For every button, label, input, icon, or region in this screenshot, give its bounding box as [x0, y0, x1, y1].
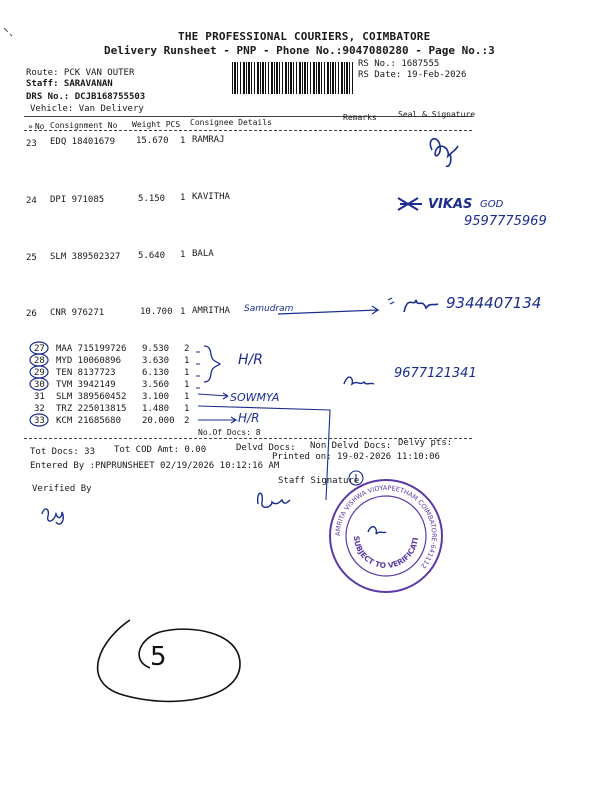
tot-cod-amt: Tot COD Amt: 0.00 — [114, 445, 207, 455]
consignment-number: KCM 21685680 — [56, 416, 122, 426]
pcs-value: 1 — [184, 404, 190, 414]
col-no: » No — [28, 122, 45, 131]
staff-signature — [258, 493, 290, 507]
row-number: 32 — [34, 404, 45, 414]
circle-row-28 — [30, 354, 48, 366]
consignee-name: KAVITHA — [192, 192, 230, 202]
weight-value: 9.530 — [142, 344, 170, 354]
circle-row-29 — [30, 366, 48, 378]
brace-mark — [204, 346, 220, 382]
col-remarks: Remarks — [343, 113, 377, 122]
consignment-number: TVM 3942149 — [56, 380, 116, 390]
consignment-number: SLM 389560452 — [56, 392, 127, 402]
weight-value: 6.130 — [142, 368, 170, 378]
row-number: 25 — [26, 253, 37, 263]
tick-mark — [388, 298, 394, 304]
arrow-sowmya — [198, 393, 228, 399]
handwritten-hr-1: H/R — [238, 352, 263, 368]
col-consignee: Consignee Details — [190, 118, 272, 127]
consignee-name: BALA — [192, 249, 214, 259]
no-of-docs: No.Of Docs: 8 — [198, 428, 261, 437]
consignment-number: TRZ 225013815 — [56, 404, 127, 414]
consignment-number: CNR 976271 — [50, 308, 105, 318]
row-number: 27 — [34, 344, 45, 354]
weight-value: 1.480 — [142, 404, 170, 414]
row-number: 30 — [34, 380, 45, 390]
weight-value: 3.630 — [142, 356, 170, 366]
handwritten-sowmya: SOWMYA — [230, 391, 280, 404]
sheet-title: Delivery Runsheet - PNP - Phone No.:9047080280 - Page No.:3 — [104, 44, 495, 57]
weight-value: 10.700 — [140, 307, 173, 317]
weight-value: 3.560 — [142, 380, 170, 390]
non-delvd-docs: Non Delvd Docs: — [310, 441, 392, 451]
handwritten-hr-2: H/R — [238, 411, 260, 425]
handwritten-samudram: Samudram — [244, 304, 294, 314]
col-weight-pcs: Weight PCS — [132, 120, 181, 129]
staff-label: Staff: SARAVANAN — [26, 79, 113, 89]
pcs-value: 2 — [184, 416, 190, 426]
pcs-value: 1 — [184, 380, 190, 390]
row-number: 24 — [26, 196, 37, 206]
signature-row-23 — [430, 139, 458, 167]
circle-row-33 — [30, 414, 48, 426]
pcs-value: 1 — [180, 193, 186, 203]
handwritten-god: GOD — [480, 199, 504, 210]
row-tick-marks — [196, 352, 200, 388]
circle-row-30 — [30, 378, 48, 390]
delvy-pts: Delvy pts: — [398, 438, 453, 448]
handwritten-phone-3: 9677121341 — [394, 366, 477, 381]
row-number: 29 — [34, 368, 45, 378]
weight-value: 15.670 — [136, 136, 169, 146]
verified-by-label: Verified By — [32, 484, 92, 494]
col-consignment: Consignment No — [50, 121, 118, 130]
company-title: THE PROFESSIONAL COURIERS, COIMBATORE — [178, 30, 431, 43]
pcs-value: 1 — [184, 356, 190, 366]
row-number: 28 — [34, 356, 45, 366]
stamp-outer-text: SUBJECT TO VERIFICATI — [351, 535, 420, 571]
pcs-value: 2 — [184, 344, 190, 354]
signature-mid — [344, 377, 374, 384]
svg-text:AMRITA VISHWA VIDYAPEETHAM COI — [334, 484, 438, 570]
circled-digit: 5 — [150, 642, 167, 672]
drs-number: DRS No.: DCJB168755503 — [26, 92, 146, 102]
handwritten-phone-2: 9344407134 — [446, 294, 542, 312]
weight-value: 5.150 — [138, 194, 166, 204]
scribble-row-24 — [398, 198, 422, 210]
stamp-text-layer — [330, 480, 442, 592]
pcs-value: 1 — [180, 307, 186, 317]
consignment-number: EDQ 18401679 — [50, 137, 116, 147]
pcs-value: 1 — [180, 250, 186, 260]
circle-row-27 — [30, 342, 48, 354]
row-number: 23 — [26, 139, 37, 149]
col-seal-signature: Seal & Signature — [398, 110, 476, 119]
route-label: Route: PCK VAN OUTER — [26, 68, 135, 78]
consignment-number: SLM 389502327 — [50, 252, 121, 262]
printed-on: Printed on: 19-02-2026 11:10:06 — [272, 452, 440, 462]
consignment-number: TEN 8137723 — [56, 368, 116, 378]
consignment-number: MAA 715199726 — [56, 344, 127, 354]
consignee-name: RAMRAJ — [192, 135, 225, 145]
arrow-row-26 — [278, 306, 378, 314]
row-number: 31 — [34, 392, 45, 402]
weight-value: 20.000 — [142, 416, 175, 426]
handwritten-phone-1: 9597775969 — [464, 214, 547, 229]
signature-row-26 — [404, 300, 438, 312]
rs-number: RS No.: 1687555 — [358, 59, 440, 69]
vehicle-label: Vehicle: Van Delivery — [30, 104, 144, 114]
pcs-value: 1 — [180, 136, 186, 146]
verified-signature — [42, 509, 63, 524]
weight-value: 5.640 — [138, 251, 166, 261]
entered-by: Entered By :PNPRUNSHEET 02/19/2026 10:12:16 AM — [30, 461, 280, 471]
pcs-value: 1 — [184, 368, 190, 378]
row-number: 26 — [26, 309, 37, 319]
weight-value: 3.100 — [142, 392, 170, 402]
consignment-number: MYD 10060896 — [56, 356, 122, 366]
handwritten-vikas: VIKAS — [428, 197, 473, 212]
consignment-number: DPI 971085 — [50, 195, 105, 205]
stamp-inner-text: AMRITA VISHWA VIDYAPEETHAM COIMBATORE-641112 — [333, 483, 439, 570]
delvd-docs: Delvd Docs: — [236, 443, 296, 453]
rs-date: RS Date: 19-Feb-2026 — [358, 70, 467, 80]
row-number: 33 — [34, 416, 45, 426]
tot-docs: Tot Docs: 33 — [30, 447, 96, 457]
consignee-name: AMRITHA — [192, 306, 230, 316]
stray-mark — [4, 28, 12, 36]
pcs-value: 1 — [184, 392, 190, 402]
staff-signature-label: Staff Signature — [278, 476, 360, 486]
arrow-hr — [198, 417, 236, 423]
large-loop-mark — [98, 620, 240, 701]
